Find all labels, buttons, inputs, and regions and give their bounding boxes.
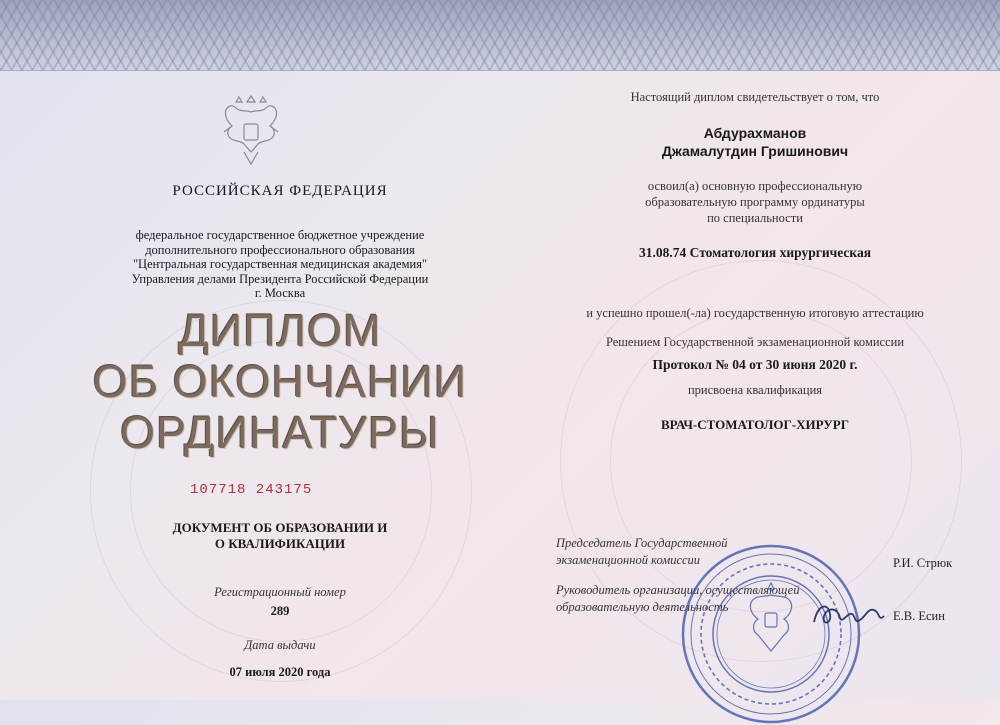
document-type-line: ДОКУМЕНТ ОБ ОБРАЗОВАНИИ И — [172, 520, 388, 535]
institution-line: Управления делами Президента Российской Федерации — [131, 271, 429, 286]
diploma-title-line: ДИПЛОМ — [178, 305, 382, 356]
institution-line: г. Москва — [254, 286, 306, 300]
registration-number: 289 — [270, 604, 290, 618]
institution-line: дополнительного профессионального образования — [145, 242, 415, 257]
specialty: 31.08.74 Стоматология хирургическая — [639, 245, 871, 260]
registration-number-label: Регистрационный номер — [214, 585, 346, 599]
country-name: РОССИЙСКАЯ ФЕДЕРАЦИЯ — [172, 183, 388, 199]
graduate-surname: Абдурахманов — [703, 125, 807, 141]
signatory-title-line: Руководитель организации, осуществляющей — [556, 583, 800, 597]
protocol-number: Протокол № 04 от 30 июня 2020 г. — [652, 357, 858, 372]
official-stamp-icon — [680, 543, 862, 725]
institution-name — [60, 228, 500, 301]
commission-chair-name: Р.И. Стрюк — [893, 556, 953, 570]
signatory-title-line: Председатель Государственной — [556, 536, 728, 550]
signatory-title-line: образовательную деятельность — [556, 600, 729, 614]
program-statement-line: образовательную программу ординатуры — [645, 195, 865, 209]
serial-number: 107718 243175 — [190, 482, 313, 498]
program-statement — [545, 178, 965, 226]
diploma-title-line: ОРДИНАТУРЫ — [120, 407, 440, 458]
qualification-label: присвоена квалификация — [687, 383, 823, 397]
institution-line: "Центральная государственная медицинская академия" — [132, 257, 428, 271]
commission-decision: Решением Государственной экзаменационной комиссии — [605, 335, 905, 349]
issue-date: 07 июля 2020 года — [229, 665, 331, 679]
diploma-title-line: ОБ ОКОНЧАНИИ — [92, 356, 468, 407]
qualification: ВРАЧ-СТОМАТОЛОГ-ХИРУРГ — [661, 417, 849, 432]
issue-date-label: Дата выдачи — [244, 638, 316, 652]
attestation-statement: и успешно прошел(-ла) государственную итоговую аттестацию — [586, 306, 924, 320]
graduate-given-names: Джамалутдин Гришинович — [661, 143, 849, 159]
organization-head-name: Е.В. Есин — [893, 609, 945, 623]
document-type-line: О КВАЛИФИКАЦИИ — [214, 536, 346, 551]
program-statement-line: освоил(а) основную профессиональную — [647, 179, 863, 193]
signature-icon — [808, 594, 888, 634]
document-type — [60, 520, 500, 552]
coat-of-arms-icon — [218, 92, 284, 170]
certification-lead: Настоящий диплом свидетельствует о том, что — [630, 90, 880, 104]
graduate-name — [545, 124, 965, 160]
institution-line: федеральное государственное бюджетное учреждение — [135, 228, 425, 242]
signatory-title-line: экзаменационной комиссии — [556, 553, 701, 567]
decorative-guilloche-band — [0, 0, 1000, 71]
program-statement-line: по специальности — [707, 211, 803, 225]
